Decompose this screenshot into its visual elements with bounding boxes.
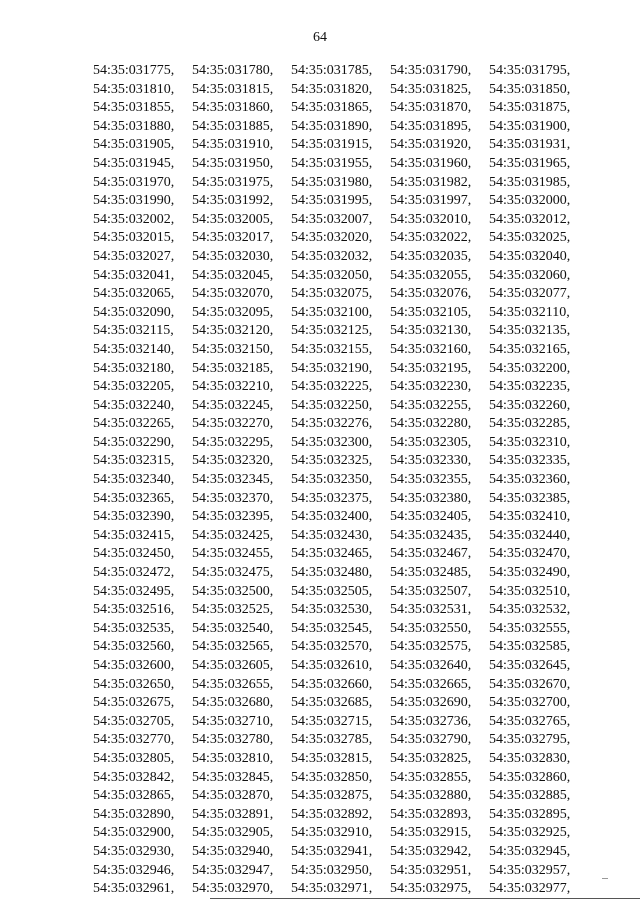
- cadastral-code: 54:35:032050,: [291, 267, 373, 283]
- cadastral-code: 54:35:032375,: [291, 490, 373, 506]
- page-number: 64: [313, 30, 327, 45]
- cadastral-code: 54:35:032770,: [93, 732, 175, 748]
- cadastral-code: 54:35:032260,: [489, 397, 571, 413]
- cadastral-code: 54:35:032535,: [93, 620, 175, 636]
- cadastral-code: 54:35:031992,: [192, 193, 274, 209]
- cadastral-code: 54:35:032845,: [192, 769, 274, 785]
- cadastral-code: 54:35:032675,: [93, 695, 175, 711]
- cadastral-code: 54:35:032472,: [93, 565, 175, 581]
- cadastral-code: 54:35:032890,: [93, 806, 175, 822]
- cadastral-code: 54:35:032780,: [192, 732, 274, 748]
- cadastral-code: 54:35:031890,: [291, 118, 373, 134]
- cadastral-code: 54:35:032090,: [93, 304, 175, 320]
- cadastral-code: 54:35:032075,: [291, 286, 373, 302]
- cadastral-code: 54:35:032000,: [489, 193, 571, 209]
- cadastral-code: 54:35:032135,: [489, 323, 571, 339]
- cadastral-code: 54:35:032660,: [291, 676, 373, 692]
- cadastral-code: 54:35:032795,: [489, 732, 571, 748]
- cadastral-code: 54:35:032475,: [192, 565, 274, 581]
- cadastral-code: 54:35:032070,: [192, 286, 274, 302]
- cadastral-code: 54:35:031900,: [489, 118, 571, 134]
- cadastral-code: 54:35:032027,: [93, 248, 175, 264]
- cadastral-code: 54:35:031950,: [192, 155, 274, 171]
- cadastral-code: 54:35:032970,: [192, 881, 274, 897]
- cadastral-code: 54:35:032065,: [93, 286, 175, 302]
- cadastral-code: 54:35:032305,: [390, 434, 472, 450]
- cadastral-code: 54:35:032200,: [489, 360, 571, 376]
- cadastral-code: 54:35:032550,: [390, 620, 472, 636]
- cadastral-code: 54:35:032002,: [93, 211, 175, 227]
- cadastral-code: 54:35:032360,: [489, 472, 571, 488]
- cadastral-code: 54:35:031975,: [192, 174, 274, 190]
- cadastral-code: 54:35:032330,: [390, 453, 472, 469]
- cadastral-code: 54:35:032295,: [192, 434, 274, 450]
- cadastral-code: 54:35:032690,: [390, 695, 472, 711]
- cadastral-code: 54:35:031945,: [93, 155, 175, 171]
- cadastral-code: 54:35:032355,: [390, 472, 472, 488]
- cadastral-code: 54:35:031980,: [291, 174, 373, 190]
- cadastral-code: 54:35:032225,: [291, 379, 373, 395]
- cadastral-code: 54:35:032490,: [489, 565, 571, 581]
- cadastral-code: 54:35:031785,: [291, 63, 373, 78]
- cadastral-code: 54:35:032425,: [192, 527, 274, 543]
- cadastral-code: 54:35:031885,: [192, 118, 274, 134]
- cadastral-code: 54:35:032230,: [390, 379, 472, 395]
- cadastral-code: 54:35:031955,: [291, 155, 373, 171]
- cadastral-code: 54:35:032210,: [192, 379, 274, 395]
- cadastral-code: 54:35:032340,: [93, 472, 175, 488]
- cadastral-code: 54:35:032680,: [192, 695, 274, 711]
- cadastral-code: 54:35:031997,: [390, 193, 472, 209]
- cadastral-code: 54:35:031895,: [390, 118, 472, 134]
- cadastral-code: 54:35:032525,: [192, 602, 274, 618]
- cadastral-code: 54:35:032320,: [192, 453, 274, 469]
- cadastral-code: 54:35:032947,: [192, 862, 274, 878]
- cadastral-code: 54:35:032280,: [390, 416, 472, 432]
- cadastral-code: 54:35:031795,: [489, 63, 571, 78]
- cadastral-code: 54:35:032190,: [291, 360, 373, 376]
- cadastral-code: 54:35:032670,: [489, 676, 571, 692]
- cadastral-code: 54:35:032715,: [291, 713, 373, 729]
- cadastral-code: 54:35:032120,: [192, 323, 274, 339]
- cadastral-code: 54:35:031920,: [390, 137, 472, 153]
- cadastral-code: 54:35:032040,: [489, 248, 571, 264]
- cadastral-code: 54:35:031995,: [291, 193, 373, 209]
- cadastral-code: 54:35:032540,: [192, 620, 274, 636]
- cadastral-code: 54:35:032465,: [291, 546, 373, 562]
- cadastral-code: 54:35:031960,: [390, 155, 472, 171]
- cadastral-code: 54:35:032240,: [93, 397, 175, 413]
- cadastral-code: 54:35:032010,: [390, 211, 472, 227]
- cadastral-code: 54:35:031865,: [291, 100, 373, 116]
- cadastral-code: 54:35:032015,: [93, 230, 175, 246]
- cadastral-code: 54:35:032365,: [93, 490, 175, 506]
- cadastral-code: 54:35:032315,: [93, 453, 175, 469]
- cadastral-code: 54:35:031970,: [93, 174, 175, 190]
- cadastral-code: 54:35:032180,: [93, 360, 175, 376]
- cadastral-code: 54:35:032505,: [291, 583, 373, 599]
- cadastral-code: 54:35:032105,: [390, 304, 472, 320]
- cadastral-code: 54:35:032736,: [390, 713, 472, 729]
- cadastral-code: 54:35:031825,: [390, 81, 472, 97]
- cadastral-code: 54:35:032300,: [291, 434, 373, 450]
- cadastral-code: 54:35:032507,: [390, 583, 472, 599]
- cadastral-code: 54:35:032865,: [93, 788, 175, 804]
- cadastral-code: 54:35:032270,: [192, 416, 274, 432]
- cadastral-code: 54:35:032855,: [390, 769, 472, 785]
- cadastral-code: 54:35:032370,: [192, 490, 274, 506]
- cadastral-code: 54:35:031815,: [192, 81, 274, 97]
- cadastral-code: 54:35:032510,: [489, 583, 571, 599]
- cadastral-code: 54:35:032405,: [390, 509, 472, 525]
- cadastral-code: 54:35:032545,: [291, 620, 373, 636]
- cadastral-code: 54:35:032842,: [93, 769, 175, 785]
- cadastral-code: 54:35:032532,: [489, 602, 571, 618]
- cadastral-code: 54:35:032665,: [390, 676, 472, 692]
- cadastral-code: 54:35:032860,: [489, 769, 571, 785]
- cadastral-code: 54:35:032975,: [390, 881, 472, 897]
- cadastral-code: 54:35:032345,: [192, 472, 274, 488]
- cadastral-code: 54:35:031850,: [489, 81, 571, 97]
- cadastral-code: 54:35:032945,: [489, 843, 571, 859]
- cadastral-code: 54:35:032435,: [390, 527, 472, 543]
- cadastral-code: 54:35:032892,: [291, 806, 373, 822]
- cadastral-code: 54:35:032032,: [291, 248, 373, 264]
- cadastral-code: 54:35:031985,: [489, 174, 571, 190]
- cadastral-code: 54:35:032950,: [291, 862, 373, 878]
- cadastral-code: 54:35:032971,: [291, 881, 373, 897]
- cadastral-code: 54:35:032610,: [291, 658, 373, 673]
- cadastral-code: 54:35:032060,: [489, 267, 571, 283]
- cadastral-code: 54:35:032007,: [291, 211, 373, 227]
- cadastral-code: 54:35:032390,: [93, 509, 175, 525]
- cadastral-code: 54:35:031931,: [489, 137, 571, 153]
- cadastral-code: 54:35:032710,: [192, 713, 274, 729]
- cadastral-code: 54:35:032195,: [390, 360, 472, 376]
- footer-rule: [210, 898, 640, 899]
- cadastral-code: 54:35:032815,: [291, 750, 373, 766]
- cadastral-code: 54:35:032885,: [489, 788, 571, 804]
- cadastral-code: 54:35:031990,: [93, 193, 175, 209]
- cadastral-code: 54:35:032977,: [489, 881, 571, 897]
- cadastral-code: 54:35:032020,: [291, 230, 373, 246]
- cadastral-code: 54:35:032430,: [291, 527, 373, 543]
- cadastral-code: 54:35:032825,: [390, 750, 472, 766]
- cadastral-code: 54:35:031905,: [93, 137, 175, 153]
- cadastral-code: 54:35:032125,: [291, 323, 373, 339]
- cadastral-code: 54:35:032785,: [291, 732, 373, 748]
- cadastral-code: 54:35:032077,: [489, 286, 571, 302]
- cadastral-code: 54:35:032450,: [93, 546, 175, 562]
- cadastral-code: 54:35:032165,: [489, 341, 571, 357]
- cadastral-code: 54:35:032115,: [93, 323, 174, 339]
- cadastral-code: 54:35:031982,: [390, 174, 472, 190]
- cadastral-code: 54:35:032575,: [390, 639, 472, 655]
- cadastral-code: 54:35:032875,: [291, 788, 373, 804]
- cadastral-code: 54:35:032205,: [93, 379, 175, 395]
- cadastral-code: 54:35:032110,: [489, 304, 570, 320]
- cadastral-code: 54:35:032650,: [93, 676, 175, 692]
- cadastral-code: 54:35:032640,: [390, 658, 472, 673]
- cadastral-code: 54:35:032585,: [489, 639, 571, 655]
- cadastral-code: 54:35:032942,: [390, 843, 472, 859]
- cadastral-code: 54:35:032900,: [93, 825, 175, 841]
- cadastral-code: 54:35:032290,: [93, 434, 175, 450]
- cadastral-code: 54:35:032185,: [192, 360, 274, 376]
- cadastral-code: 54:35:032160,: [390, 341, 472, 357]
- cadastral-code: 54:35:032255,: [390, 397, 472, 413]
- cadastral-code: 54:35:032870,: [192, 788, 274, 804]
- cadastral-code: 54:35:031915,: [291, 137, 373, 153]
- cadastral-code: 54:35:032790,: [390, 732, 472, 748]
- cadastral-code: 54:35:032440,: [489, 527, 571, 543]
- cadastral-code: 54:35:032017,: [192, 230, 274, 246]
- cadastral-code: 54:35:031775,: [93, 63, 175, 78]
- cadastral-code: 54:35:032335,: [489, 453, 571, 469]
- cadastral-code: 54:35:031910,: [192, 137, 274, 153]
- cadastral-code: 54:35:032891,: [192, 806, 274, 822]
- cadastral-code: 54:35:032565,: [192, 639, 274, 655]
- cadastral-code: 54:35:032570,: [291, 639, 373, 655]
- cadastral-code: 54:35:032005,: [192, 211, 274, 227]
- cadastral-code: 54:35:032415,: [93, 527, 175, 543]
- cadastral-code: 54:35:032655,: [192, 676, 274, 692]
- cadastral-code: 54:35:032030,: [192, 248, 274, 264]
- cadastral-code: 54:35:032025,: [489, 230, 571, 246]
- cadastral-code: 54:35:032150,: [192, 341, 274, 357]
- cadastral-code: 54:35:032930,: [93, 843, 175, 859]
- cadastral-code: 54:35:031855,: [93, 100, 175, 116]
- cadastral-code: 54:35:032500,: [192, 583, 274, 599]
- cadastral-code: 54:35:032925,: [489, 825, 571, 841]
- cadastral-code: 54:35:032880,: [390, 788, 472, 804]
- cadastral-code: 54:35:031810,: [93, 81, 175, 97]
- cadastral-code: 54:35:032095,: [192, 304, 274, 320]
- cadastral-code: 54:35:032276,: [291, 416, 373, 432]
- cadastral-code: 54:35:032946,: [93, 862, 175, 878]
- cadastral-code: 54:35:032645,: [489, 658, 571, 673]
- cadastral-code: 54:35:031820,: [291, 81, 373, 97]
- cadastral-code: 54:35:031860,: [192, 100, 274, 116]
- cadastral-code: 54:35:032895,: [489, 806, 571, 822]
- cadastral-code: 54:35:032325,: [291, 453, 373, 469]
- cadastral-code: 54:35:032041,: [93, 267, 175, 283]
- cadastral-code: 54:35:032940,: [192, 843, 274, 859]
- cadastral-code: 54:35:032705,: [93, 713, 175, 729]
- cadastral-code: 54:35:032350,: [291, 472, 373, 488]
- cadastral-code: 54:35:032495,: [93, 583, 175, 599]
- cadastral-codes-list: [93, 62, 588, 899]
- cadastral-code: 54:35:032910,: [291, 825, 373, 841]
- cadastral-code: 54:35:032941,: [291, 843, 373, 859]
- cadastral-code: 54:35:032265,: [93, 416, 175, 432]
- cadastral-code: 54:35:031870,: [390, 100, 472, 116]
- cadastral-code: 54:35:032961,: [93, 881, 175, 897]
- cadastral-code: 54:35:032700,: [489, 695, 571, 711]
- cadastral-code: 54:35:032285,: [489, 416, 571, 432]
- cadastral-code: 54:35:031780,: [192, 63, 274, 78]
- cadastral-code: 54:35:032600,: [93, 658, 175, 673]
- cadastral-code: 54:35:032805,: [93, 750, 175, 766]
- cadastral-code: 54:35:032893,: [390, 806, 472, 822]
- cadastral-code: 54:35:032530,: [291, 602, 373, 618]
- cadastral-code: 54:35:032915,: [390, 825, 472, 841]
- cadastral-code: 54:35:032012,: [489, 211, 571, 227]
- cadastral-code: 54:35:032045,: [192, 267, 274, 283]
- cadastral-code: 54:35:032022,: [390, 230, 472, 246]
- cadastral-code: 54:35:032310,: [489, 434, 571, 450]
- cadastral-code: 54:35:032155,: [291, 341, 373, 357]
- corner-mark: [602, 878, 608, 879]
- cadastral-code: 54:35:032765,: [489, 713, 571, 729]
- cadastral-code: 54:35:031880,: [93, 118, 175, 134]
- cadastral-code: 54:35:032685,: [291, 695, 373, 711]
- cadastral-code: 54:35:032235,: [489, 379, 571, 395]
- cadastral-code: 54:35:032130,: [390, 323, 472, 339]
- cadastral-code: 54:35:032830,: [489, 750, 571, 766]
- cadastral-code: 54:35:031875,: [489, 100, 571, 116]
- cadastral-code: 54:35:032905,: [192, 825, 274, 841]
- cadastral-code: 54:35:032055,: [390, 267, 472, 283]
- cadastral-code: 54:35:032380,: [390, 490, 472, 506]
- cadastral-code: 54:35:032480,: [291, 565, 373, 581]
- cadastral-code: 54:35:032951,: [390, 862, 472, 878]
- cadastral-code: 54:35:032467,: [390, 546, 472, 562]
- cadastral-code: 54:35:032957,: [489, 862, 571, 878]
- cadastral-code: 54:35:032100,: [291, 304, 373, 320]
- cadastral-code: 54:35:032035,: [390, 248, 472, 264]
- cadastral-code: 54:35:032140,: [93, 341, 175, 357]
- cadastral-code: 54:35:032555,: [489, 620, 571, 636]
- cadastral-code: 54:35:032076,: [390, 286, 472, 302]
- cadastral-code: 54:35:031965,: [489, 155, 571, 171]
- cadastral-code: 54:35:032400,: [291, 509, 373, 525]
- cadastral-code: 54:35:032485,: [390, 565, 472, 581]
- cadastral-code: 54:35:032810,: [192, 750, 274, 766]
- cadastral-code: 54:35:032531,: [390, 602, 472, 618]
- cadastral-code: 54:35:032560,: [93, 639, 175, 655]
- cadastral-code: 54:35:031790,: [390, 63, 472, 78]
- cadastral-code: 54:35:032850,: [291, 769, 373, 785]
- cadastral-code: 54:35:032470,: [489, 546, 571, 562]
- cadastral-code: 54:35:032455,: [192, 546, 274, 562]
- cadastral-code: 54:35:032605,: [192, 658, 274, 673]
- cadastral-code: 54:35:032395,: [192, 509, 274, 525]
- cadastral-code: 54:35:032245,: [192, 397, 274, 413]
- cadastral-code: 54:35:032385,: [489, 490, 571, 506]
- cadastral-code: 54:35:032516,: [93, 602, 175, 618]
- cadastral-code: 54:35:032250,: [291, 397, 373, 413]
- cadastral-code: 54:35:032410,: [489, 509, 571, 525]
